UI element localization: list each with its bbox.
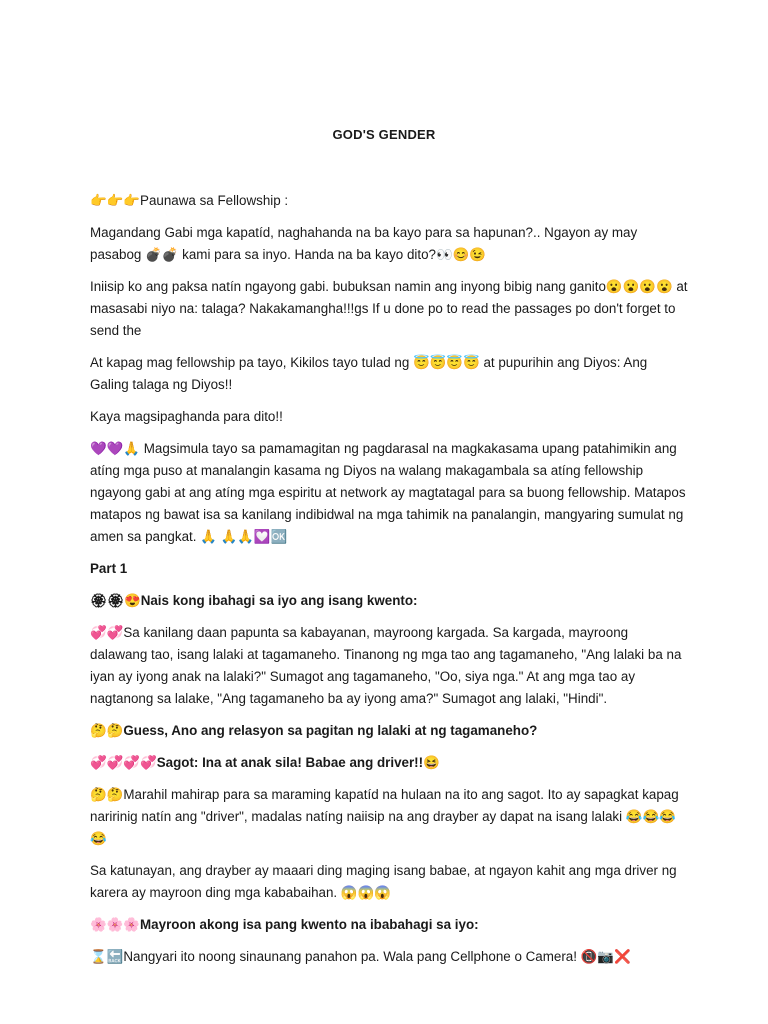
paragraph-prepare: Kaya magsipaghanda para dito!! [90, 409, 283, 424]
story-text: Sa kanilang daan papunta sa kabayanan, mayroong kargada. Sa kargada, mayroong dalawang tao, isang lalaki at tagamaneho. Tinanong ng mga tao ang tagamaneho, "Ang lalaki ba na iyan ay iyong anak na lalaki?" Sumagot ang tagamaneho, "Oo, siya nga." At ang mga tao ay nagtanong sa lalake, "Ang tagamaneho ba ay iyong ama?" Sumagot ang lalaki, "Hindi". [90, 625, 682, 706]
part-heading: Part 1 [90, 561, 128, 576]
hourglass-emoji-icon: ⌛🔙 [90, 949, 124, 964]
paragraph-ancient [90, 946, 688, 968]
notice-label: Paunawa sa Fellowship : [140, 193, 289, 208]
paragraph-guess [90, 720, 688, 742]
paragraph-topic: Iniisip ko ang paksa natín ngayong gabi. bubuksan namin ang inyong bibig nang ganito😮😮😮😮 at masasabi niyo na: talaga? Nakakamangha!!!gs If u done po to read the passages po don't forget to send the [90, 279, 688, 338]
document-body [90, 190, 688, 978]
story-intro-text: Nais kong ibahagi sa iyo ang isang kwento: [140, 593, 418, 608]
explanation-text: Marahil mahirap para sa maraming kapatíd na hulaan na ito ang sagot. Ito ay sapagkat kapag naririnig natín ang "driver", madalas natíng naiisip na ang drayber ay dapat na isang lalaki 😂😂😂😂 [90, 787, 679, 846]
thinking-emoji-icon: 🤔🤔 [90, 723, 124, 738]
paragraph-story-intro [90, 590, 688, 612]
paragraph-story [90, 622, 688, 710]
thinking-emoji-icon: 🤔🤔 [90, 787, 124, 802]
paragraph-greeting: Magandang Gabi mga kapatíd, naghahanda na ba kayo para sa hapunan?.. Ngayon ay may pasabog 💣💣 kami para sa inyo. Handa na ba kayo dito?👀😊😉 [90, 225, 638, 262]
ancient-text: Nangyari ito noong sinaunang panahon pa. Wala pang Cellphone o Camera! 📵📷❌ [123, 949, 631, 964]
paragraph-prayer: 💜💜🙏 Magsimula tayo sa pamamagitan ng pagdarasal na magkakasama upang patahimikin ang atíng mga puso at manalangin kasama ng Diyos na walang makagambala sa atíng fellowship ngayong gabi at ang atíng mga espiritu at network ay magtatagal para sa buong fellowship. Matapos matapos ng bawat isa sa kanilang indibidwal na mga tahimik na panalangin, mangyaring sumulat ng amen sa pangkat. 🙏 🙏🙏💟🆗 [90, 441, 686, 544]
hearts-emoji-icon: 💞💞💞💞 [90, 755, 157, 770]
flower-emoji-icon: 🏵🏵😍 [90, 593, 141, 608]
hearts-emoji-icon: 💞💞 [90, 625, 124, 640]
paragraph-fellowship: At kapag mag fellowship pa tayo, Kikilos tayo tulad ng 😇😇😇😇 at pupurihin ang Diyos: Ang Galing talaga ng Diyos!! [90, 355, 648, 392]
paragraph-answer [90, 752, 688, 774]
guess-text: Guess, Ano ang relasyon sa pagitan ng lalaki at ng tagamaneho? [123, 723, 538, 738]
paragraph-explanation [90, 784, 688, 850]
another-story-text: Mayroon akong isa pang kwento na ibabahagi sa iyo: [140, 917, 479, 932]
document-title: GOD'S GENDER [332, 127, 436, 142]
paragraph-fact: Sa katunayan, ang drayber ay maaari ding maging isang babae, at ngayon kahit ang mga driver ng karera ay mayroon ding mga kababaihan. 😱😱😱 [90, 863, 677, 900]
paragraph-another-story [90, 914, 688, 936]
paragraph-notice [90, 190, 688, 212]
flower-emoji-icon: 🌸🌸🌸 [90, 917, 141, 932]
answer-text: Sagot: Ina at anak sila! Babae ang driver!!😆 [156, 755, 440, 770]
pointing-emoji-icon: 👉👉👉 [90, 193, 141, 208]
